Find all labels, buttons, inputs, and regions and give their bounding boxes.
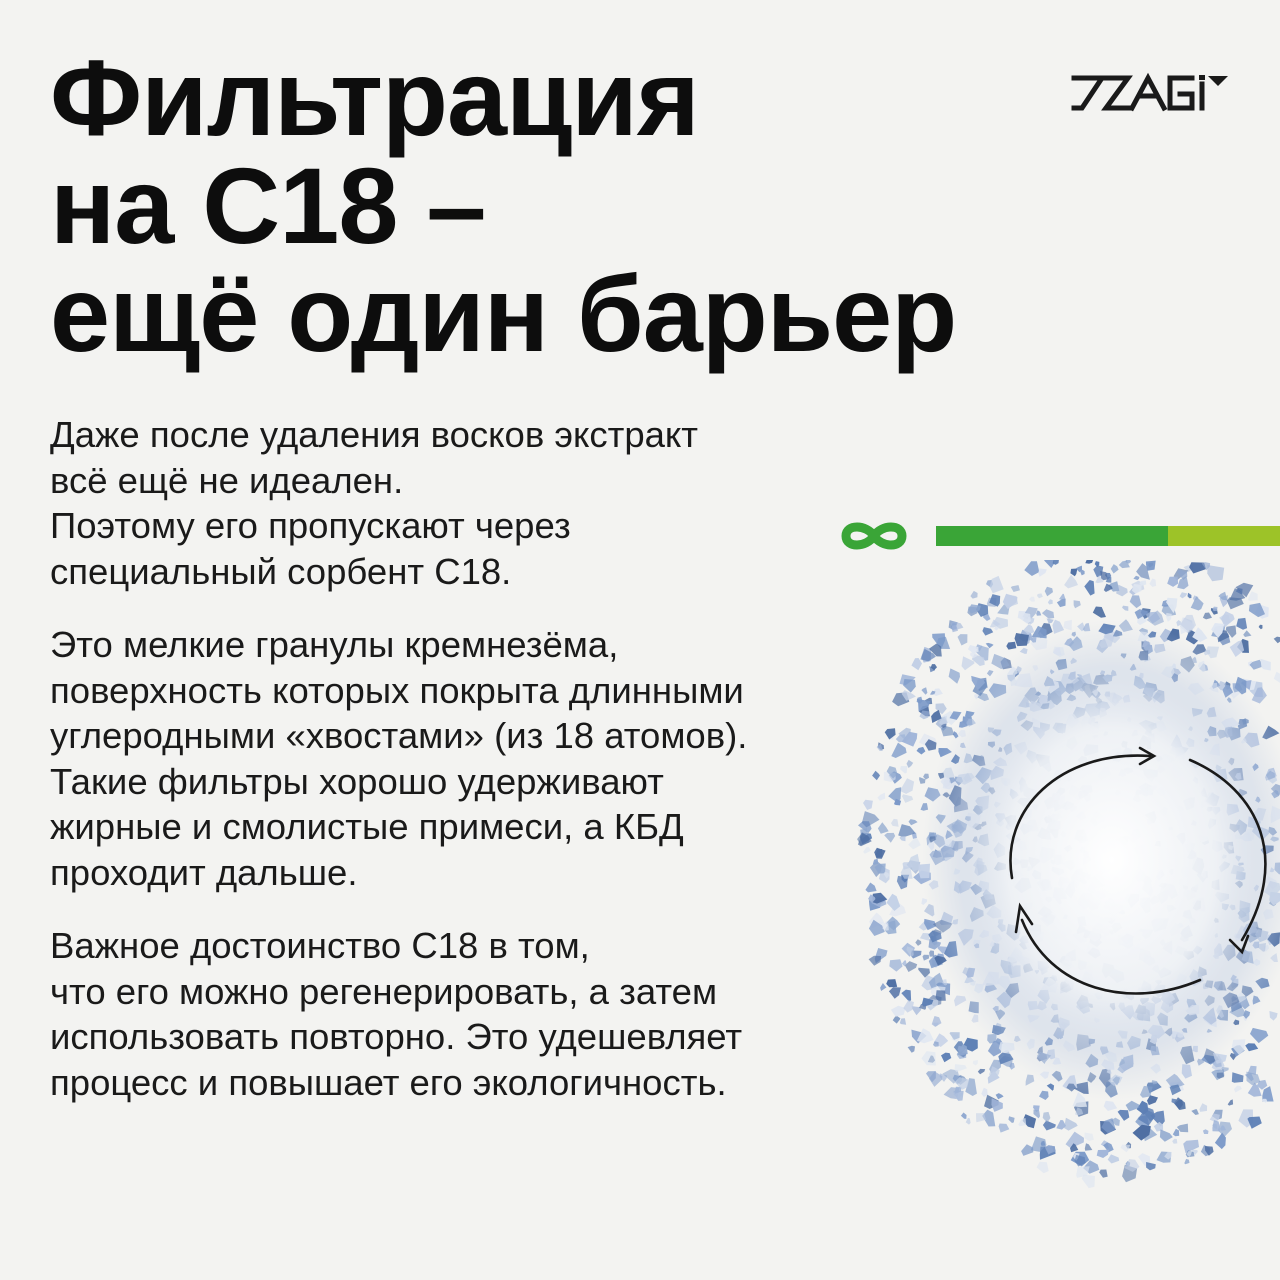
title-line-1: Фильтрация xyxy=(50,37,699,158)
text-line: специальный сорбент С18. xyxy=(50,550,512,592)
text-line: Важное достоинство С18 в том, xyxy=(50,925,590,966)
text-line: поверхность которых покрыта длинными xyxy=(50,669,744,711)
text-line: Это мелкие гранулы кремнезёма, xyxy=(50,624,619,665)
text-line: Поэтому его пропускают через xyxy=(50,505,571,546)
page-title xyxy=(50,37,1010,374)
brand-logo xyxy=(1068,70,1234,116)
silica-granules-illustration xyxy=(850,560,1280,1200)
infinity-icon xyxy=(838,516,910,556)
text-line: Такие фильтры хорошо удерживают xyxy=(50,760,664,802)
text-line: проходит дальше. xyxy=(50,851,358,893)
body-text xyxy=(50,412,910,1133)
text-line: что его можно регенерировать, а затем xyxy=(50,970,718,1012)
text-line: углеродными «хвостами» (из 18 атомов). xyxy=(50,715,748,756)
text-line: Даже после удаления восков экстракт xyxy=(50,414,699,455)
accent-bar-lime xyxy=(1168,526,1280,546)
title-line-2: на С18 – xyxy=(50,145,486,266)
accent-bar-green xyxy=(936,526,1168,546)
text-line: процесс и повышает его экологичность. xyxy=(50,1061,727,1103)
text-line: жирные и смолистые примеси, а КБД xyxy=(50,806,684,847)
accent-divider xyxy=(838,516,1280,556)
text-line: всё ещё не идеален. xyxy=(50,459,404,501)
paragraph-2 xyxy=(50,622,910,895)
paragraph-3 xyxy=(50,923,910,1105)
text-line: использовать повторно. Это удешевляет xyxy=(50,1016,743,1057)
title-line-3: ещё один барьер xyxy=(50,253,957,374)
paragraph-1 xyxy=(50,412,910,594)
